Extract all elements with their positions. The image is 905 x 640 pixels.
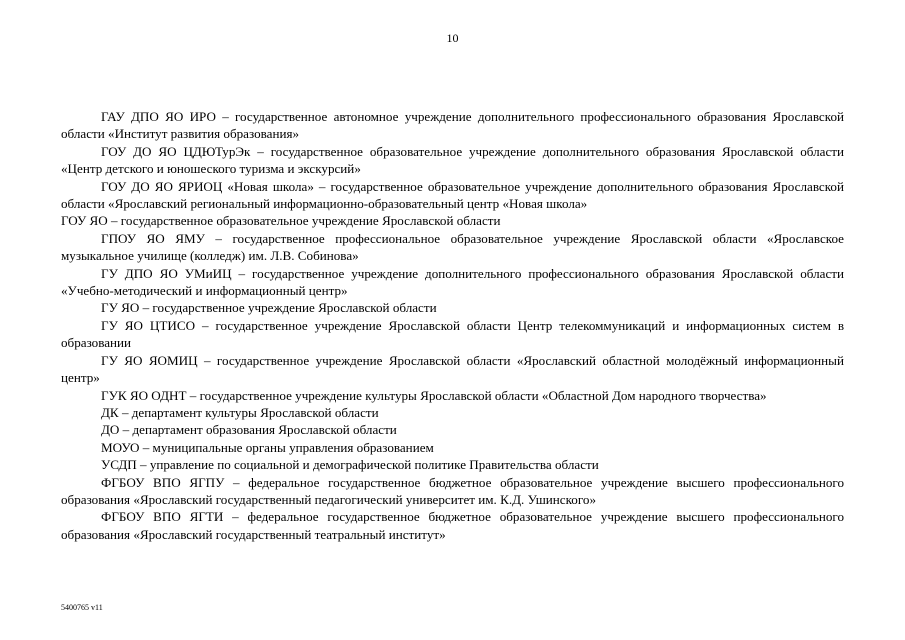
abbreviations-list	[61, 108, 844, 543]
abbreviation-entry-fgbou-vpo-yagti: ФГБОУ ВПО ЯГТИ – федеральное государственное бюджетное образовательное учреждение высшего профессионального образования «Ярославский государственный театральный институт»	[61, 509, 844, 542]
abbreviation-entry-do: ДО – департамент образования Ярославской области	[101, 422, 397, 438]
abbreviation-entry-gu-dpo-yao-umiic: ГУ ДПО ЯО УМиИЦ – государственное учреждение дополнительного профессионального образования Ярославской области «Учебно-методический и информационный центр»	[61, 265, 844, 299]
document-code: 5400765 v11	[61, 603, 103, 612]
abbreviation-entry-gau-dpo-yao-iro: ГАУ ДПО ЯО ИРО – государственное автономное учреждение дополнительного профессионального образования Ярославской области «Институт развития образования»	[61, 109, 844, 142]
page-number: 10	[446, 31, 459, 45]
abbreviation-entry-mouo: МОУО – муниципальные органы управления образованием	[101, 439, 434, 455]
abbreviation-entry-gu-yao: ГУ ЯО – государственное учреждение Ярославской области	[101, 300, 437, 316]
abbreviation-entry-dk: ДК – департамент культуры Ярославской области	[101, 404, 379, 420]
abbreviation-entry-gu-yao-yaomic: ГУ ЯО ЯОМИЦ – государственное учреждение Ярославской области «Ярославский областной молодёжный информационный центр»	[61, 352, 844, 386]
abbreviation-entry-gou-yao: ГОУ ЯО – государственное образовательное учреждение Ярославской области	[61, 213, 501, 229]
abbreviation-entry-usdp: УСДП – управление по социальной и демографической политике Правительства области	[101, 457, 599, 473]
abbreviation-entry-gou-do-yao-cdyuturek: ГОУ ДО ЯО ЦДЮТурЭк – государственное образовательное учреждение дополнительного образования Ярославской области «Центр детского и юношеского туризма и экскурсий»	[61, 143, 844, 177]
abbreviation-entry-gpou-yao-yamu: ГПОУ ЯО ЯМУ – государственное профессиональное образовательное учреждение Ярославской области «Ярославское музыкальное училище (колледж) им. Л.В. Собинова»	[61, 230, 844, 264]
abbreviation-entry-gou-do-yao-yarioc: ГОУ ДО ЯО ЯРИОЦ «Новая школа» – государственное образовательное учреждение дополнительного образования Ярославской области «Ярославский региональный информационно-образовательный центр «Новая школа»	[61, 178, 844, 212]
abbreviation-entry-gu-yao-ctiso: ГУ ЯО ЦТИСО – государственное учреждение Ярославской области Центр телекоммуникаций и информационных систем в образовании	[61, 317, 844, 351]
abbreviation-entry-fgbou-vpo-yagpu: ФГБОУ ВПО ЯГПУ – федеральное государственное бюджетное образовательное учреждение высшего профессионального образования «Ярославский государственный педагогический университет им. К.Д. Ушинского»	[61, 474, 844, 507]
abbreviation-entry-guk-yao-odnt: ГУК ЯО ОДНТ – государственное учреждение культуры Ярославской области «Областной Дом народного творчества»	[101, 387, 767, 403]
